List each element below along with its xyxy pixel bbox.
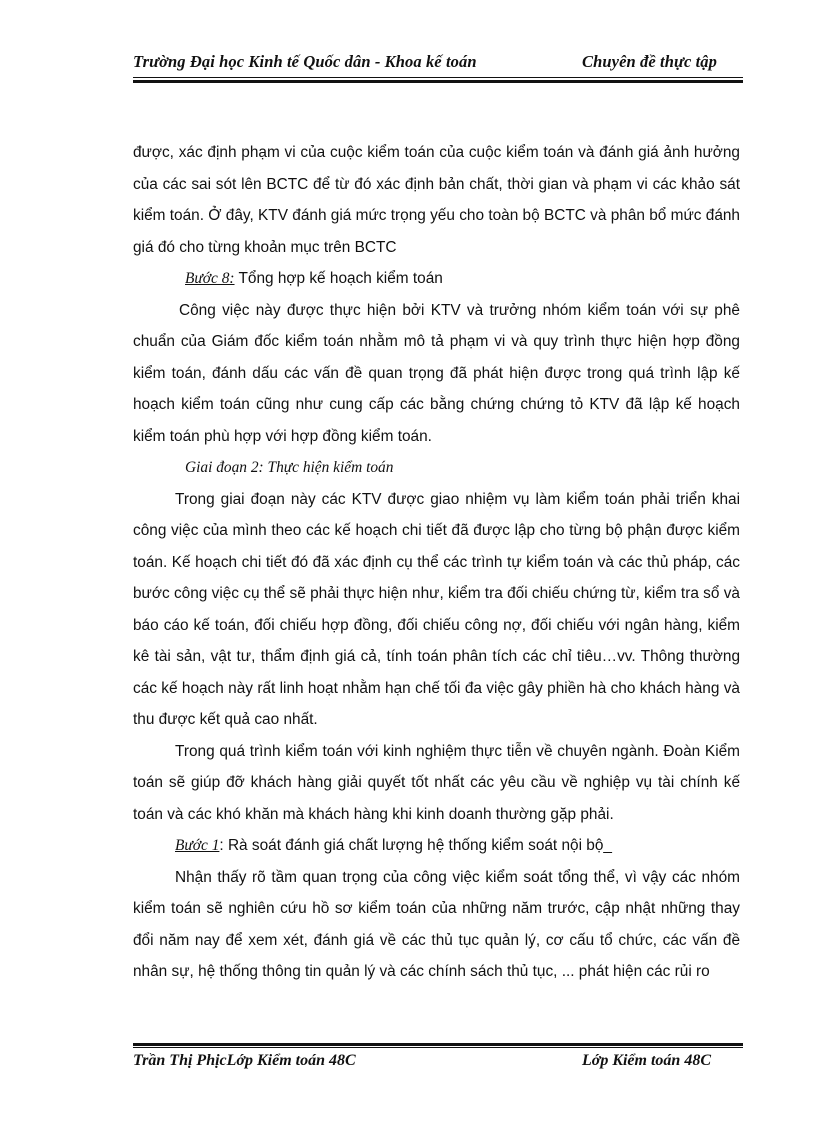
document-body <box>133 137 740 988</box>
step-8-text: Tổng hợp kế hoạch kiểm toán <box>234 270 443 287</box>
header-school: Trường Đại học Kinh tế Quốc dân - Khoa kế toán <box>133 52 477 71</box>
paragraph-3: Trong giai đoạn này các KTV được giao nhiệm vụ làm kiểm toán phải triển khai công việc của mình theo các kế hoạch chi tiết đã được lập cho từng bộ phận được kiểm toán. Kế hoạch chi tiết đó đã xác định cụ thể các trình tự kiểm toán và các thủ pháp, các bước công việc cụ thể sẽ phải thực hiện như, kiểm tra đối chiếu chứng từ, kiểm tra sổ và báo cáo kế toán, đối chiếu hợp đồng, đối chiếu công nợ, đối chiếu với ngân hàng, kiểm kê tài sản, vật tư, thẩm định giá cả, tính toán phân tích các chỉ tiêu…vv. Thông thường các kế hoạch này rất linh hoạt nhằm hạn chế tối đa việc gây phiền hà cho khách hàng và thu được kết quả cao nhất. <box>133 490 740 728</box>
step-8-heading <box>133 263 740 295</box>
paragraph-4: Trong quá trình kiểm toán với kinh nghiệm thực tiễn về chuyên ngành. Đoàn Kiểm toán sẽ giúp đỡ khách hàng giải quyết tốt nhất các yêu cầu về nghiệp vụ tài chính kế toán và các khó khăn mà khách hàng khi kinh doanh thường gặp phải. <box>133 742 740 823</box>
phase-2-heading: Giai đoạn 2: Thực hiện kiểm toán <box>185 459 394 476</box>
paragraph-5: Nhận thấy rõ tầm quan trọng của công việc kiểm soát tổng thể, vì vậy các nhóm kiểm toán sẽ nghiên cứu hồ sơ kiểm toán của những năm trước, cập nhật những thay đổi năm nay để xem xét, đánh giá về các thủ tục quản lý, cơ cấu tổ chức, các vấn đề nhân sự, hệ thống thông tin quản lý và các chính sách thủ tục, ... phát hiện các rủi ro <box>133 868 740 980</box>
page-footer <box>133 1043 743 1083</box>
paragraph-1: được, xác định phạm vi của cuộc kiểm toán của cuộc kiểm toán và đánh giá ảnh hưởng của các sai sót lên BCTC để từ đó xác định bản chất, thời gian và phạm vi các khảo sát kiểm toán. Ở đây, KTV đánh giá mức trọng yếu cho toàn bộ BCTC và phân bổ mức đánh giá đó cho từng khoản mục trên BCTC <box>133 144 740 256</box>
step-1-label: Bước 1 <box>175 837 220 854</box>
footer-author: Trần Thị PhịcLớp Kiểm toán 48C <box>133 1052 356 1069</box>
header-rule-thin <box>133 77 743 78</box>
step-1-heading <box>133 830 740 862</box>
step-8-label: Bước 8: <box>185 270 235 287</box>
footer-rule-thin <box>133 1047 743 1048</box>
footer-class: Lớp Kiểm toán 48C <box>581 1052 711 1069</box>
paragraph-2: Công việc này được thực hiện bởi KTV và trưởng nhóm kiểm toán với sự phê chuẩn của Giám đốc kiểm toán nhằm mô tả phạm vi và quy trình thực hiện hợp đồng kiểm toán, đánh dấu các vấn đề quan trọng đã phát hiện được trong quá trình lập kế hoạch kiểm toán cũng như cung cấp các bằng chứng chứng tỏ KTV đã lập kế hoạch kiểm toán phù hợp với hợp đồng kiểm toán. <box>133 301 740 445</box>
step-1-text: : Rà soát đánh giá chất lượng hệ thống kiểm soát nội bộ_ <box>219 837 612 854</box>
header-title: Chuyên đề thực tập <box>582 52 717 71</box>
footer-rule-thick <box>133 1043 743 1046</box>
page-header <box>133 46 743 82</box>
header-rule-thick <box>133 80 743 83</box>
